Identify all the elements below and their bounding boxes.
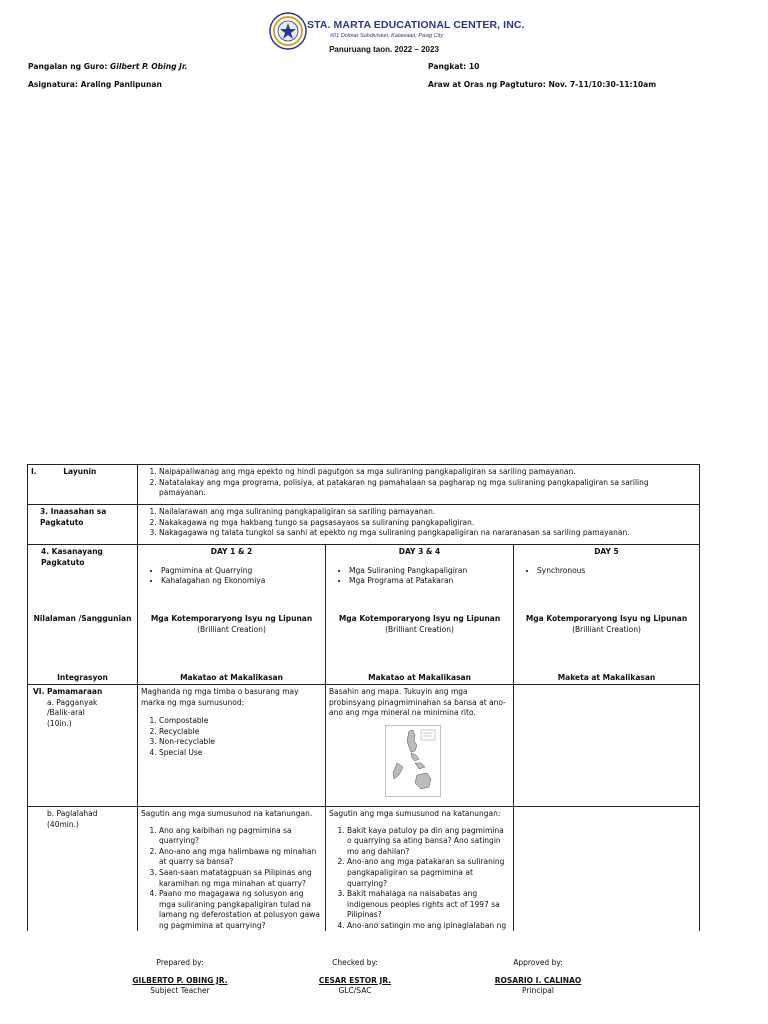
experience-label: 4. Kasanayang Pagkatuto xyxy=(41,547,103,567)
day34-content-title: Mga Kotemporaryong Isyu ng Lipunan xyxy=(338,614,501,623)
approved-role: Principal xyxy=(522,986,554,995)
objective-item: 2. Natatalakay ang mga programa, polisiya, at patakaran ng pamahalaan sa pagharap ng mga suliraning pangkapaligiran sa sariling pamayanan. xyxy=(159,478,696,499)
day5-title: DAY 5 xyxy=(594,547,619,556)
approved-caption: Approved by: xyxy=(513,958,563,967)
bin-category: 1. Compostable xyxy=(159,716,322,727)
content-label: Nilalaman /Sanggunian xyxy=(33,614,132,623)
objective-item: 1. Naipapaliwanag ang mga epekto ng hindi pagutgon sa mga suliraning pangkapaligiran sa sariling pamayanan. xyxy=(159,467,696,478)
day5-topic: • Synchronous xyxy=(537,566,696,577)
motivation-row xyxy=(28,685,700,807)
expectation-item: 1. Nailalarawan ang mga suliraning pangkapaligiran sa sariling pamayanan. xyxy=(159,507,696,518)
day12-title: DAY 1 & 2 xyxy=(210,547,253,556)
objectives-content xyxy=(138,465,700,505)
day5-content-title: Mga Kotemporaryong Isyu ng Lipunan xyxy=(525,614,688,623)
question-item: 4. Ano-ano satingin mo ang ipinaglalaban ng xyxy=(347,921,510,953)
grade-label: Pangkat: xyxy=(428,62,467,71)
procedure-label-cell xyxy=(28,685,138,807)
schedule-line xyxy=(428,80,656,89)
motivation-day34-text: Basahin ang mapa. Tukuyin ang mga probinsyang pinagmiminahan sa bansa at ano-ano ang mga mineral na minimina rito. xyxy=(329,687,506,718)
day34-integration: Makatao at Makalikasan xyxy=(368,673,471,682)
day5-content-source: (Brilliant Creation) xyxy=(572,624,641,634)
motivation-day5 xyxy=(514,685,700,807)
question-item: 2. Ano-ano ang mga patakaran sa suliraning pangkapaligiran sa pagmimina at quarrying? xyxy=(347,857,510,889)
day12-content-source: (Brilliant Creation) xyxy=(197,624,266,634)
procedure-label: VI. Pamamaraan xyxy=(33,687,103,696)
schedule-label: Araw at Oras ng Pagtuturo: xyxy=(428,80,546,89)
lesson-plan-table xyxy=(27,464,700,956)
prepared-role: Subject Teacher xyxy=(150,986,210,995)
motivation-day34 xyxy=(326,685,514,807)
teacher-line xyxy=(28,62,188,71)
experience-row xyxy=(28,545,700,685)
day12-cell xyxy=(138,545,326,685)
day34-topic: • Mga Suliraning Pangkapaligiran xyxy=(349,566,510,577)
experience-label-cell xyxy=(28,545,138,685)
teacher-label: Pangalan ng Guro: xyxy=(28,62,108,71)
day34-topic: • Mga Programa at Patakaran xyxy=(349,576,510,587)
approved-by xyxy=(478,958,598,997)
objectives-label: Layunin xyxy=(63,467,97,476)
question-item: 1. Bakit kaya patuloy pa din ang pagmimina o quarrying sa ating bansa? Ano satingin mo ang dahilan? xyxy=(347,826,510,858)
expectations-row xyxy=(28,505,700,545)
expectations-content xyxy=(138,505,700,545)
expectations-label: 3. Inaasahan sa Pagkatuto xyxy=(28,505,138,545)
integration-label: Integrasyon xyxy=(57,673,108,682)
subject-label: Asignatura: xyxy=(28,80,78,89)
day12-content-title: Mga Kotemporaryong Isyu ng Lipunan xyxy=(150,614,313,623)
checked-name: CESAR ESTOR JR. xyxy=(318,975,392,985)
day12-integration: Makatao at Makalikasan xyxy=(180,673,283,682)
day34-cell xyxy=(326,545,514,685)
motivation-day12-intro: Maghanda ng mga timba o basurang may marka ng mga sumusunod: xyxy=(141,687,299,707)
page-cut xyxy=(0,931,768,957)
bin-category: 2. Recyclable xyxy=(159,727,322,738)
day34-title: DAY 3 & 4 xyxy=(398,547,441,556)
objectives-row xyxy=(28,465,700,505)
day12-topic: • Pagmimina at Quarrying xyxy=(161,566,322,577)
question-item: 3. Saan-saan matatagpuan sa Pilipinas ang karamihan ng mga minahan at quarry? xyxy=(159,868,322,889)
bin-category: 4. Special Use xyxy=(159,748,322,759)
question-item: 3. Bakit mahalaga na naisabatas ang indigenous peoples rights act of 1997 sa Pilipinas? xyxy=(347,889,510,921)
question-item: 2. Ano-ano ang mga halimbawa ng minahan at quarry sa bansa? xyxy=(159,847,322,868)
prepared-by xyxy=(120,958,240,997)
objectives-number: I. xyxy=(31,467,37,476)
subject-value: Araling Panlipunan xyxy=(80,80,162,89)
signature-block xyxy=(0,958,768,998)
bin-category: 3. Non-recyclable xyxy=(159,737,322,748)
question-item: 1. Ano ang kaibihan ng pagmimina sa quarrying? xyxy=(159,826,322,847)
school-year: Panuruang taon. 2022 – 2023 xyxy=(329,45,439,54)
day12-topic: • Kahalagahan ng Ekonomiya xyxy=(161,576,322,587)
school-address: #01 Dolmar Subdivision, Kalawaan, Pasig City xyxy=(330,33,444,39)
objectives-label-cell xyxy=(28,465,138,505)
checked-by xyxy=(295,958,415,997)
philippines-map-image xyxy=(385,725,441,797)
teacher-name: Gilbert P. Obing Jr. xyxy=(110,62,188,71)
prepared-name: GILBERTO P. OBING JR. xyxy=(132,975,228,985)
presentation-day12-intro: Sagutin ang mga sumusunod na katanungan. xyxy=(141,809,313,818)
question-item: 4. Paano mo magagawa ng solusyon ang mga suliraning pangkapaligiran tulad na lamang ng deferostation at polusyon gawa ng pagmimina at quarrying? xyxy=(159,889,322,931)
day5-integration: Maketa at Makalikasan xyxy=(557,673,656,682)
checked-role: GLC/SAC xyxy=(338,986,372,995)
motivation-day12 xyxy=(138,685,326,807)
prepared-caption: Prepared by: xyxy=(156,958,204,967)
schedule-value: Nov. 7-11/10:30-11:10am xyxy=(548,80,657,89)
checked-caption: Checked by: xyxy=(332,958,378,967)
grade-value: 10 xyxy=(468,62,480,71)
subject-line xyxy=(28,80,162,89)
presentation-day34-intro: Sagutin ang mga sumusunod na katanungan: xyxy=(329,809,501,818)
grade-line xyxy=(428,62,479,71)
approved-name: ROSARIO I. CALINAO xyxy=(494,975,582,985)
expectation-item: 3. Nakagagawa ng talata tungkol sa sanhi at epekto ng mga suliraning pangkapaligiran na nararanasan sa sariling pamayanan. xyxy=(159,528,696,539)
day5-cell xyxy=(514,545,700,685)
motivation-label: a. Pagganyak /Balik-aral (10in.) xyxy=(47,697,98,728)
expectation-item: 2. Nakakagawa ng mga hakbang tungo sa pagsasayaos sa suliraning pangkapaligiran. xyxy=(159,518,696,529)
presentation-label: b. Paglalahad (40min.) xyxy=(47,809,98,829)
day34-content-source: (Brilliant Creation) xyxy=(385,624,454,634)
letterhead xyxy=(0,12,768,57)
school-name: STA. MARTA EDUCATIONAL CENTER, INC. xyxy=(307,19,525,31)
